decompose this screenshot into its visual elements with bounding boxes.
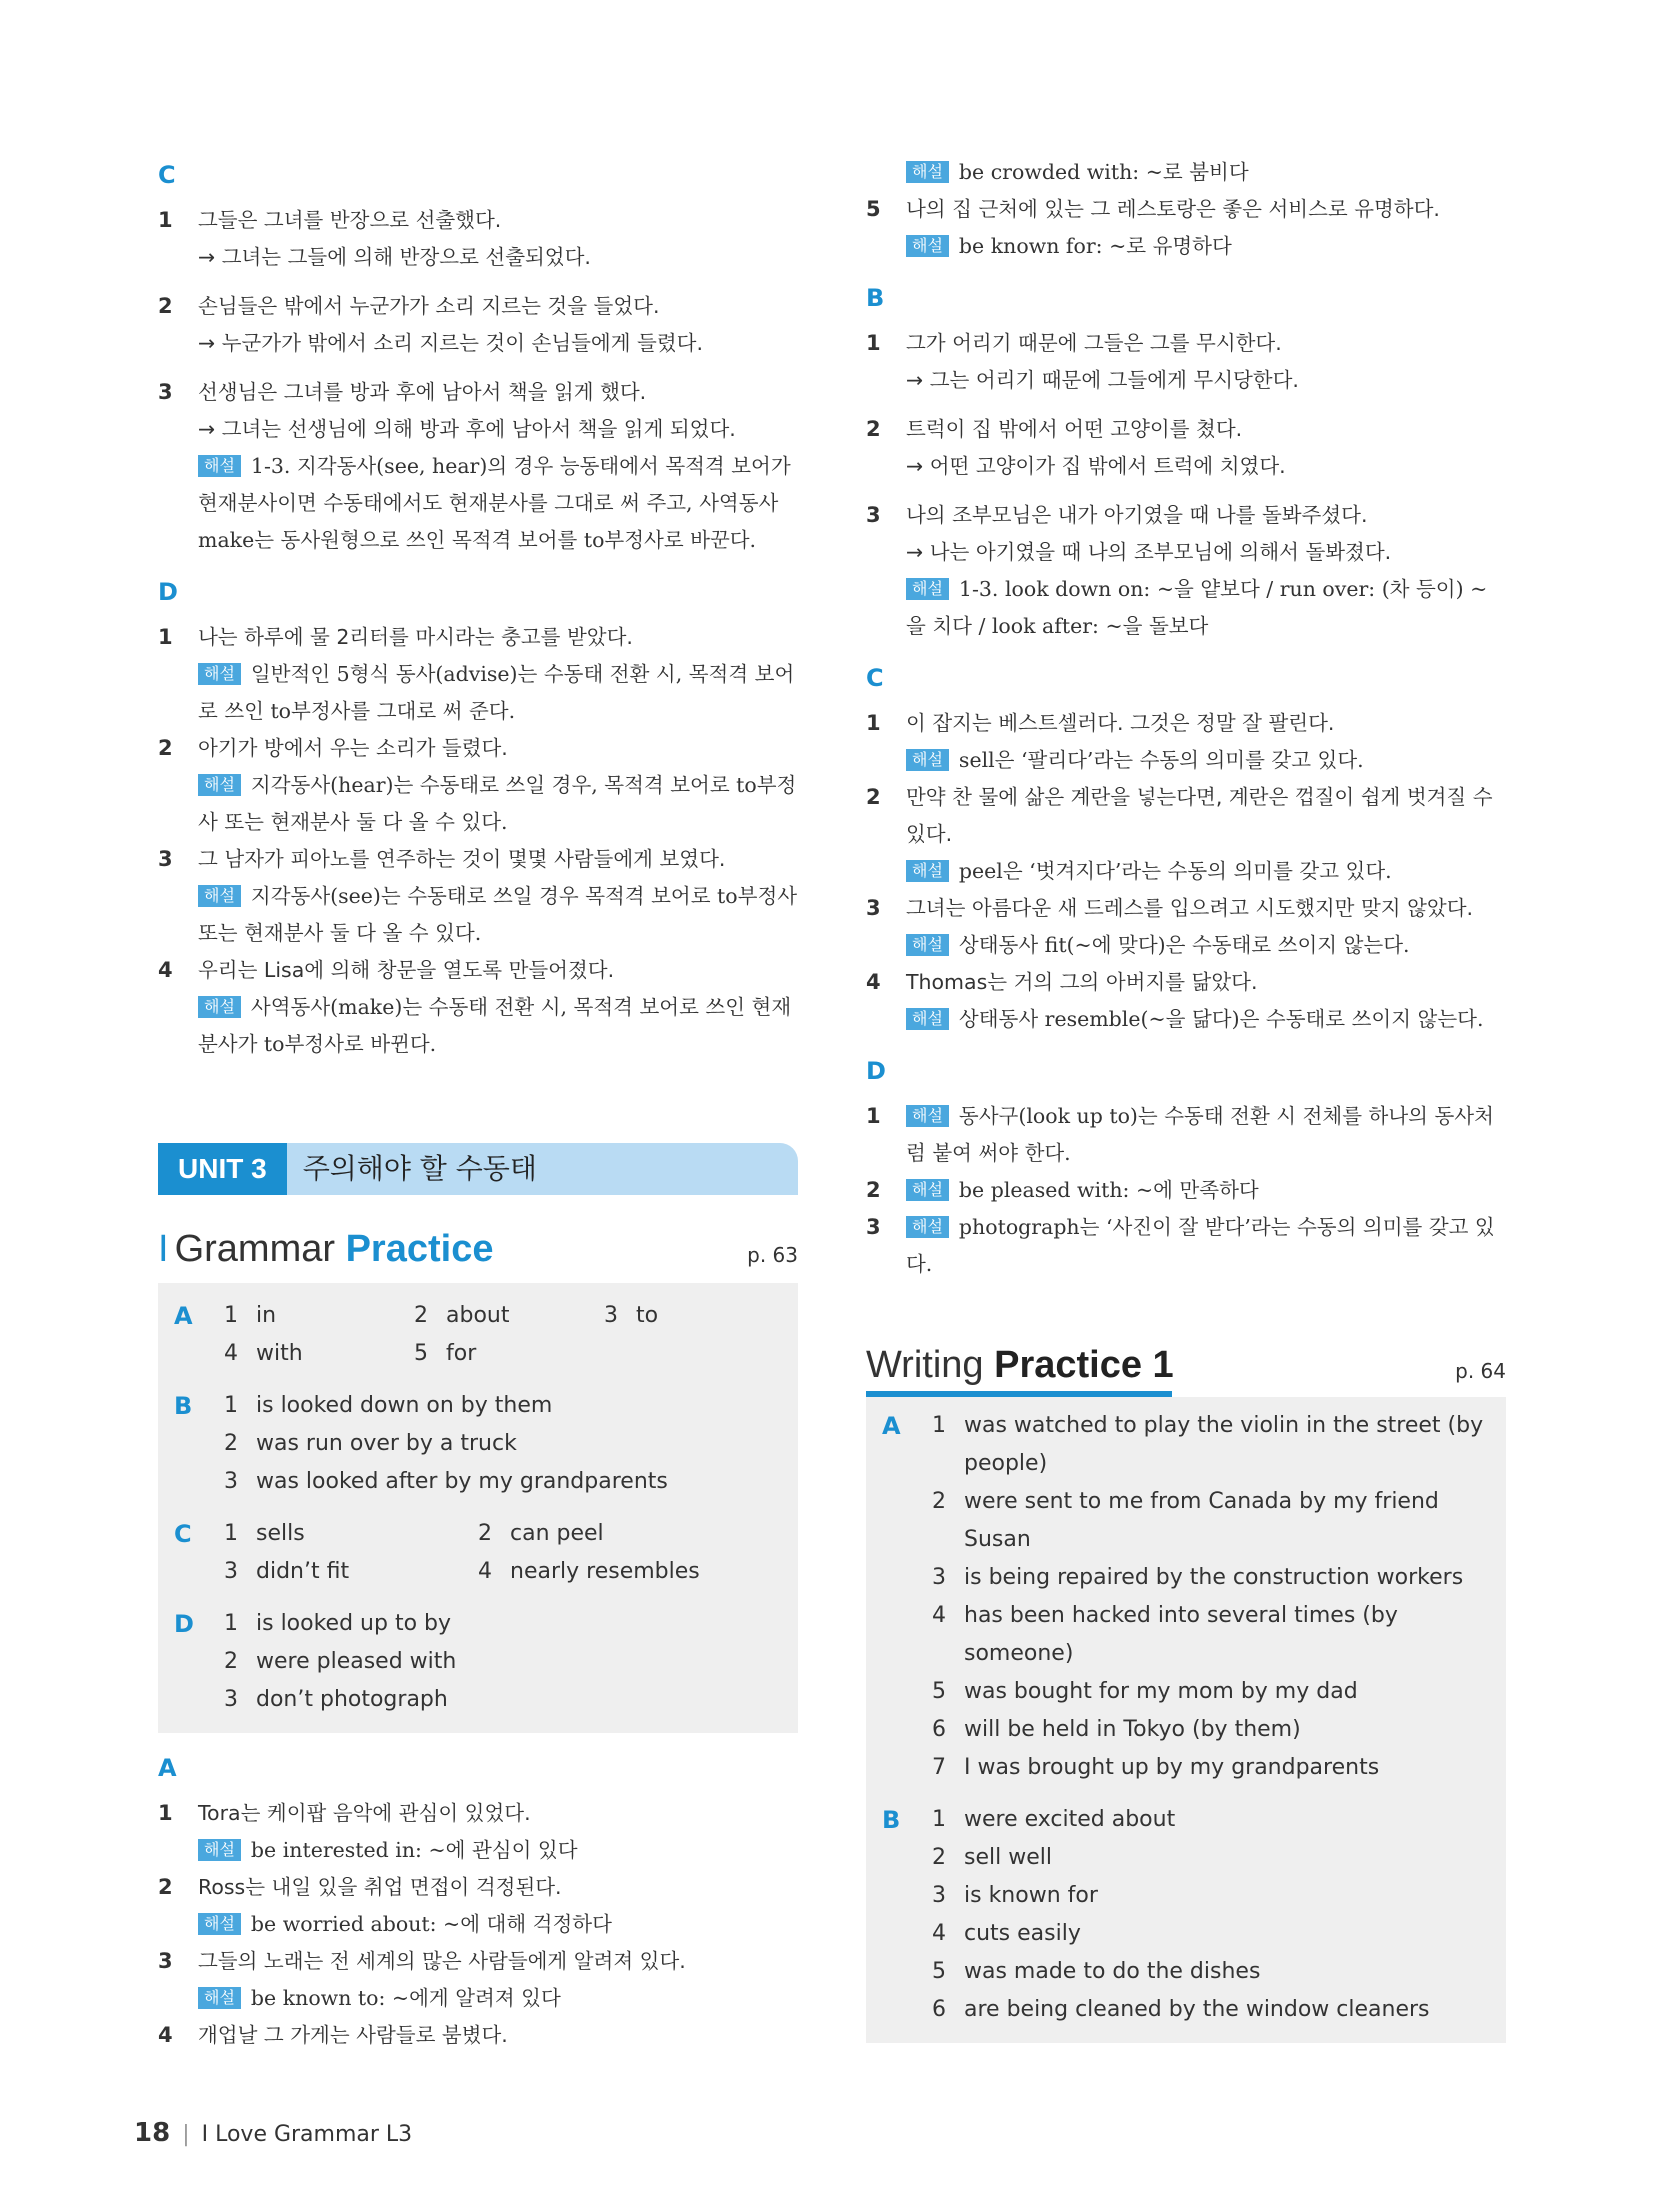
item-number: 4: [158, 2023, 173, 2047]
page-footer: [134, 2118, 412, 2148]
answer-item: [932, 1673, 1486, 1711]
answer-number: 7: [932, 1755, 946, 1780]
answer-number: 4: [932, 1921, 946, 1946]
unit-title: 주의해야 할 수동태: [287, 1143, 798, 1195]
explanation-text: 지각동사(see)는 수동태로 쓰일 경우 목적격 보어로 to부정사 또는 현재분사 둘 다 올 수 있다.: [198, 884, 798, 945]
answer-group-c: [174, 1515, 778, 1591]
explanation-text: be pleased with: ~에 만족하다: [958, 1178, 1259, 1202]
sentence: 그가 어리기 때문에 그들은 그를 무시한다.: [906, 331, 1282, 355]
item-number: 3: [866, 896, 881, 920]
answer-cell: [224, 1553, 478, 1591]
explanation-text: 동사구(look up to)는 수동태 전환 시 전체를 하나의 동사처럼 붙여 써야 한다.: [906, 1104, 1494, 1165]
explanation-text: 지각동사(hear)는 수동태로 쓰일 경우, 목적격 보어로 to부정사 또는 현재분사 둘 다 올 수 있다.: [198, 773, 797, 834]
answer-text: nearly resembles: [510, 1559, 700, 1584]
explanation-text: 일반적인 5형식 동사(advise)는 수동태 전환 시, 목적격 보어로 쓰인 to부정사를 그대로 써 준다.: [198, 662, 795, 723]
section-letter-c: C: [866, 664, 884, 692]
item-number: 1: [866, 711, 881, 735]
explanation: [198, 989, 798, 1063]
explanation: [906, 1209, 1506, 1283]
grammar-practice-answers: [158, 1283, 798, 1733]
answer-number: 2: [932, 1489, 946, 1514]
explanation: [906, 853, 1506, 890]
answer-text: didn’t fit: [256, 1559, 350, 1584]
explanation-text: photograph는 ‘사진이 잘 받다’라는 수동의 의미를 갖고 있다.: [906, 1215, 1495, 1276]
answer-number: 3: [224, 1559, 238, 1584]
answer-text: has been hacked into several times (by someone): [964, 1603, 1398, 1666]
answer-number: 2: [224, 1431, 238, 1456]
answer-letter: D: [174, 1610, 194, 1638]
grammar-practice-title: [158, 1228, 493, 1271]
sentence: Ross는 내일 있을 취업 면접이 걱정된다.: [198, 1875, 562, 1899]
item-number: 2: [158, 736, 173, 760]
converted-sentence: → 어떤 고양이가 집 밖에서 트럭에 치였다.: [906, 454, 1286, 478]
list-item: [158, 288, 798, 362]
explanation-text: be worried about: ~에 대해 걱정하다: [250, 1912, 612, 1936]
sentence: 그들은 그녀를 반장으로 선출했다.: [198, 208, 502, 232]
answer-number: 1: [224, 1521, 238, 1546]
list-item: [158, 841, 798, 952]
answer-cell: [224, 1335, 414, 1373]
explanation-badge: 해설: [906, 1008, 949, 1030]
sentence: 나는 하루에 물 2리터를 마시라는 충고를 받았다.: [198, 625, 633, 649]
explanation: [906, 1172, 1506, 1209]
list-item: [866, 497, 1506, 645]
answer-number: 4: [932, 1603, 946, 1628]
answer-number: 3: [932, 1883, 946, 1908]
answer-group-a: [174, 1297, 778, 1373]
answer-text: was bought for my mom by my dad: [964, 1679, 1358, 1704]
item-number: 4: [866, 970, 881, 994]
explanation-badge: 해설: [906, 1105, 949, 1127]
answer-text: for: [446, 1341, 477, 1366]
item-number: 1: [158, 625, 173, 649]
page-reference: p. 63: [747, 1243, 798, 1267]
answer-text: is known for: [964, 1883, 1098, 1908]
explanation: [906, 1098, 1506, 1172]
explanation: [906, 927, 1506, 964]
item-number: 3: [158, 1949, 173, 1973]
item-number: 1: [866, 1104, 881, 1128]
answer-number: 2: [414, 1303, 428, 1328]
explanation-badge: 해설: [906, 749, 949, 771]
answer-cell: [478, 1515, 604, 1553]
sentence: 만약 찬 물에 삶은 계란을 넣는다면, 계란은 껍질이 쉽게 벗겨질 수 있다.: [906, 785, 1493, 846]
answer-letter: B: [882, 1806, 901, 1834]
explanation-badge: 해설: [906, 161, 949, 183]
item-number: 1: [866, 331, 881, 355]
answer-text: were pleased with: [256, 1649, 457, 1674]
list-item: [866, 1172, 1506, 1209]
answer-cell: [414, 1335, 476, 1373]
answer-text: sell well: [964, 1845, 1052, 1870]
explanation-text: 사역동사(make)는 수동태 전환 시, 목적격 보어로 쓰인 현재분사가 to부정사로 바뀐다.: [198, 995, 792, 1056]
explanation-badge: 해설: [906, 1179, 949, 1201]
converted-sentence: → 나는 아기였을 때 나의 조부모님에 의해서 돌봐졌다.: [906, 540, 1392, 564]
answer-cell: [224, 1297, 414, 1335]
answer-text: was watched to play the violin in the street (by people): [964, 1413, 1484, 1476]
writing-practice-answers: [866, 1397, 1506, 2043]
answer-text: is looked down on by them: [256, 1393, 553, 1418]
explanation-text: be interested in: ~에 관심이 있다: [250, 1838, 578, 1862]
explanation-text: 상태동사 resemble(~을 닮다)은 수동태로 쓰이지 않는다.: [958, 1007, 1484, 1031]
answer-text: with: [256, 1341, 303, 1366]
explanation-badge: 해설: [906, 235, 949, 257]
unit-banner: [158, 1143, 798, 1195]
answer-item: [932, 1407, 1486, 1483]
answer-letter: B: [174, 1392, 193, 1420]
answer-text: can peel: [510, 1521, 604, 1546]
answer-number: 1: [224, 1611, 238, 1636]
explanation-badge: 해설: [198, 885, 241, 907]
answer-number: 5: [932, 1959, 946, 1984]
answer-group-d: [174, 1605, 778, 1719]
explanation: [906, 571, 1506, 645]
unit-tag: UNIT 3: [158, 1143, 287, 1195]
answer-item: [932, 1711, 1486, 1749]
explanation: [906, 154, 1506, 191]
section-letter-c: C: [158, 161, 176, 189]
title-bar: I: [158, 1228, 169, 1270]
answer-text: I was brought up by my grandparents: [964, 1755, 1380, 1780]
right-column: [866, 154, 1506, 2043]
converted-sentence: → 누군가가 밖에서 소리 지르는 것이 손님들에게 들렸다.: [198, 331, 703, 355]
explanation-text: be crowded with: ~로 붐비다: [958, 160, 1249, 184]
answer-item: [932, 1801, 1486, 1839]
answer-number: 1: [224, 1303, 238, 1328]
converted-sentence: → 그녀는 그들에 의해 반장으로 선출되었다.: [198, 245, 591, 269]
answer-item: [224, 1681, 778, 1719]
answer-letter: A: [882, 1412, 901, 1440]
explanation: [198, 1832, 798, 1869]
answer-number: 1: [224, 1393, 238, 1418]
answer-item: [932, 1597, 1486, 1673]
explanation-badge: 해설: [198, 996, 241, 1018]
item-number: 2: [158, 294, 173, 318]
explanation: [906, 228, 1506, 265]
answer-item: [932, 1991, 1486, 2029]
sentence: 선생님은 그녀를 방과 후에 남아서 책을 읽게 했다.: [198, 380, 647, 404]
list-item: [158, 619, 798, 730]
sentence: 그녀는 아름다운 새 드레스를 입으려고 시도했지만 맞지 않았다.: [906, 896, 1474, 920]
explanation-badge: 해설: [906, 1216, 949, 1238]
answer-text: will be held in Tokyo (by them): [964, 1717, 1301, 1742]
explanation-badge: 해설: [198, 774, 241, 796]
answer-number: 3: [932, 1565, 946, 1590]
answer-number: 5: [414, 1341, 428, 1366]
explanation-badge: 해설: [906, 578, 949, 600]
answer-number: 6: [932, 1717, 946, 1742]
list-item-continued: [866, 154, 1506, 191]
explanation-badge: 해설: [198, 1987, 241, 2009]
page-number: 18: [134, 2118, 171, 2148]
answer-item: [224, 1387, 778, 1425]
sentence: Tora는 케이팝 음악에 관심이 있었다.: [198, 1801, 531, 1825]
explanation: [198, 656, 798, 730]
sentence: Thomas는 거의 그의 아버지를 닮았다.: [906, 970, 1258, 994]
answer-item: [932, 1749, 1486, 1787]
explanation-text: sell은 ‘팔리다’라는 수동의 의미를 갖고 있다.: [958, 748, 1364, 772]
answer-number: 2: [478, 1521, 492, 1546]
page-reference: p. 64: [1455, 1359, 1506, 1383]
title-word1: Grammar: [174, 1228, 336, 1270]
list-item: [158, 1943, 798, 2017]
explanation-text: be known to: ~에게 알려져 있다: [250, 1986, 561, 2010]
sentence: 나의 조부모님은 내가 아기였을 때 나를 돌봐주셨다.: [906, 503, 1368, 527]
title-word2: Practice: [345, 1228, 494, 1270]
item-number: 3: [866, 503, 881, 527]
answer-text: is looked up to by: [256, 1611, 452, 1636]
list-item: [866, 705, 1506, 779]
explanation: [906, 742, 1506, 779]
answer-item: [932, 1915, 1486, 1953]
left-column: [158, 150, 798, 2054]
section-letter-b: B: [866, 284, 885, 312]
answer-item: [224, 1425, 778, 1463]
list-item: [158, 1795, 798, 1869]
grammar-practice-header: [158, 1217, 798, 1271]
answer-number: 3: [224, 1469, 238, 1494]
list-item: [158, 202, 798, 276]
answer-number: 6: [932, 1997, 946, 2022]
list-item: [866, 411, 1506, 485]
sentence: 손님들은 밖에서 누군가가 소리 지르는 것을 들었다.: [198, 294, 660, 318]
answer-text: cuts easily: [964, 1921, 1081, 1946]
list-item: [866, 191, 1506, 265]
explanation-badge: 해설: [198, 1913, 241, 1935]
book-title: I Love Grammar L3: [201, 2122, 413, 2147]
item-number: 2: [866, 1178, 881, 1202]
explanation: [198, 767, 798, 841]
explanation-badge: 해설: [906, 860, 949, 882]
answer-cell: [604, 1297, 658, 1335]
answer-text: in: [256, 1303, 277, 1328]
item-number: 5: [866, 197, 881, 221]
item-number: 1: [158, 1801, 173, 1825]
list-item: [158, 2017, 798, 2054]
answer-text: were sent to me from Canada by my friend Susan: [964, 1489, 1439, 1552]
list-item: [866, 325, 1506, 399]
item-number: 2: [866, 785, 881, 809]
item-number: 3: [158, 380, 173, 404]
answer-number: 3: [224, 1687, 238, 1712]
list-item: [158, 1869, 798, 1943]
answer-group-b: [174, 1387, 778, 1501]
explanation-badge: 해설: [198, 455, 241, 477]
answer-number: 2: [224, 1649, 238, 1674]
answer-text: was made to do the dishes: [964, 1959, 1261, 1984]
sentence: 그 남자가 피아노를 연주하는 것이 몇몇 사람들에게 보였다.: [198, 847, 726, 871]
answer-item: [224, 1643, 778, 1681]
sentence: 트럭이 집 밖에서 어떤 고양이를 쳤다.: [906, 417, 1243, 441]
answer-item: [932, 1877, 1486, 1915]
writing-practice-title: [866, 1344, 1174, 1387]
answer-cell: [478, 1553, 700, 1591]
list-item: [866, 779, 1506, 890]
footer-separator: |: [182, 2122, 190, 2147]
answer-letter: C: [174, 1520, 192, 1548]
explanation-text: be known for: ~로 유명하다: [958, 234, 1232, 258]
explanation-text: 1-3. 지각동사(see, hear)의 경우 능동태에서 목적격 보어가 현재분사이면 수동태에서도 현재분사를 그대로 써 주고, 사역동사 make는 동사원형으로 쓰인 목적격 보어를 to부정사로 바꾼다.: [198, 454, 791, 552]
converted-sentence: → 그녀는 선생님에 의해 방과 후에 남아서 책을 읽게 되었다.: [198, 417, 736, 441]
list-item: [866, 964, 1506, 1038]
answer-number: 3: [604, 1303, 618, 1328]
explanation: [906, 1001, 1506, 1038]
sentence: 그들의 노래는 전 세계의 많은 사람들에게 알려져 있다.: [198, 1949, 686, 1973]
section-letter-d: D: [158, 578, 178, 606]
explanation-badge: 해설: [906, 934, 949, 956]
explanation: [198, 448, 798, 559]
answer-number: 2: [932, 1845, 946, 1870]
item-number: 2: [866, 417, 881, 441]
list-item: [158, 374, 798, 559]
explanation-badge: 해설: [198, 663, 241, 685]
item-number: 3: [866, 1215, 881, 1239]
sentence: 나의 집 근처에 있는 그 레스토랑은 좋은 서비스로 유명하다.: [906, 197, 1440, 221]
answer-number: 4: [478, 1559, 492, 1584]
answer-group-a: [882, 1407, 1486, 1787]
list-item: [866, 1098, 1506, 1172]
answer-text: were excited about: [964, 1807, 1176, 1832]
sentence: 이 잡지는 베스트셀러다. 그것은 정말 잘 팔린다.: [906, 711, 1335, 735]
list-item: [158, 952, 798, 1063]
answer-text: don’t photograph: [256, 1687, 448, 1712]
explanation: [198, 1906, 798, 1943]
converted-sentence: → 그는 어리기 때문에 그들에게 무시당한다.: [906, 368, 1299, 392]
answer-letter: A: [174, 1302, 193, 1330]
explanation-text: peel은 ‘벗겨지다’라는 수동의 의미를 갖고 있다.: [958, 859, 1392, 883]
item-number: 1: [158, 208, 173, 232]
answer-text: was looked after by my grandparents: [256, 1469, 668, 1494]
answer-text: was run over by a truck: [256, 1431, 517, 1456]
section-letter-d: D: [866, 1057, 886, 1085]
item-number: 4: [158, 958, 173, 982]
answer-number: 5: [932, 1679, 946, 1704]
answer-text: is being repaired by the construction workers: [964, 1565, 1464, 1590]
sentence: 우리는 Lisa에 의해 창문을 열도록 만들어졌다.: [198, 958, 615, 982]
answer-item: [224, 1463, 778, 1501]
section-letter-a: A: [158, 1754, 177, 1782]
list-item: [158, 730, 798, 841]
answer-item: [224, 1605, 778, 1643]
answer-number: 1: [932, 1413, 946, 1438]
sentence: 개업날 그 가게는 사람들로 붐볐다.: [198, 2023, 508, 2047]
explanation: [198, 1980, 798, 2017]
answer-text: sells: [256, 1521, 305, 1546]
answer-item: [932, 1839, 1486, 1877]
item-number: 2: [158, 1875, 173, 1899]
answer-cell: [224, 1515, 478, 1553]
explanation-text: 상태동사 fit(~에 맞다)은 수동태로 쓰이지 않는다.: [958, 933, 1410, 957]
answer-number: 4: [224, 1341, 238, 1366]
answer-text: to: [636, 1303, 659, 1328]
title-word2: Practice 1: [994, 1344, 1174, 1386]
title-word1: Writing: [866, 1344, 984, 1386]
answer-text: are being cleaned by the window cleaners: [964, 1997, 1430, 2022]
sentence: 아기가 방에서 우는 소리가 들렸다.: [198, 736, 508, 760]
item-number: 3: [158, 847, 173, 871]
answer-item: [932, 1483, 1486, 1559]
answer-item: [932, 1953, 1486, 1991]
answer-text: about: [446, 1303, 510, 1328]
writing-practice-header: [866, 1333, 1506, 1387]
explanation-badge: 해설: [198, 1839, 241, 1861]
list-item: [866, 1209, 1506, 1283]
answer-item: [932, 1559, 1486, 1597]
answer-number: 1: [932, 1807, 946, 1832]
explanation-text: 1-3. look down on: ~을 얕보다 / run over: (차 등이) ~을 치다 / look after: ~을 돌보다: [906, 577, 1488, 638]
explanation: [198, 878, 798, 952]
answer-cell: [414, 1297, 604, 1335]
answer-group-b: [882, 1801, 1486, 2029]
list-item: [866, 890, 1506, 964]
